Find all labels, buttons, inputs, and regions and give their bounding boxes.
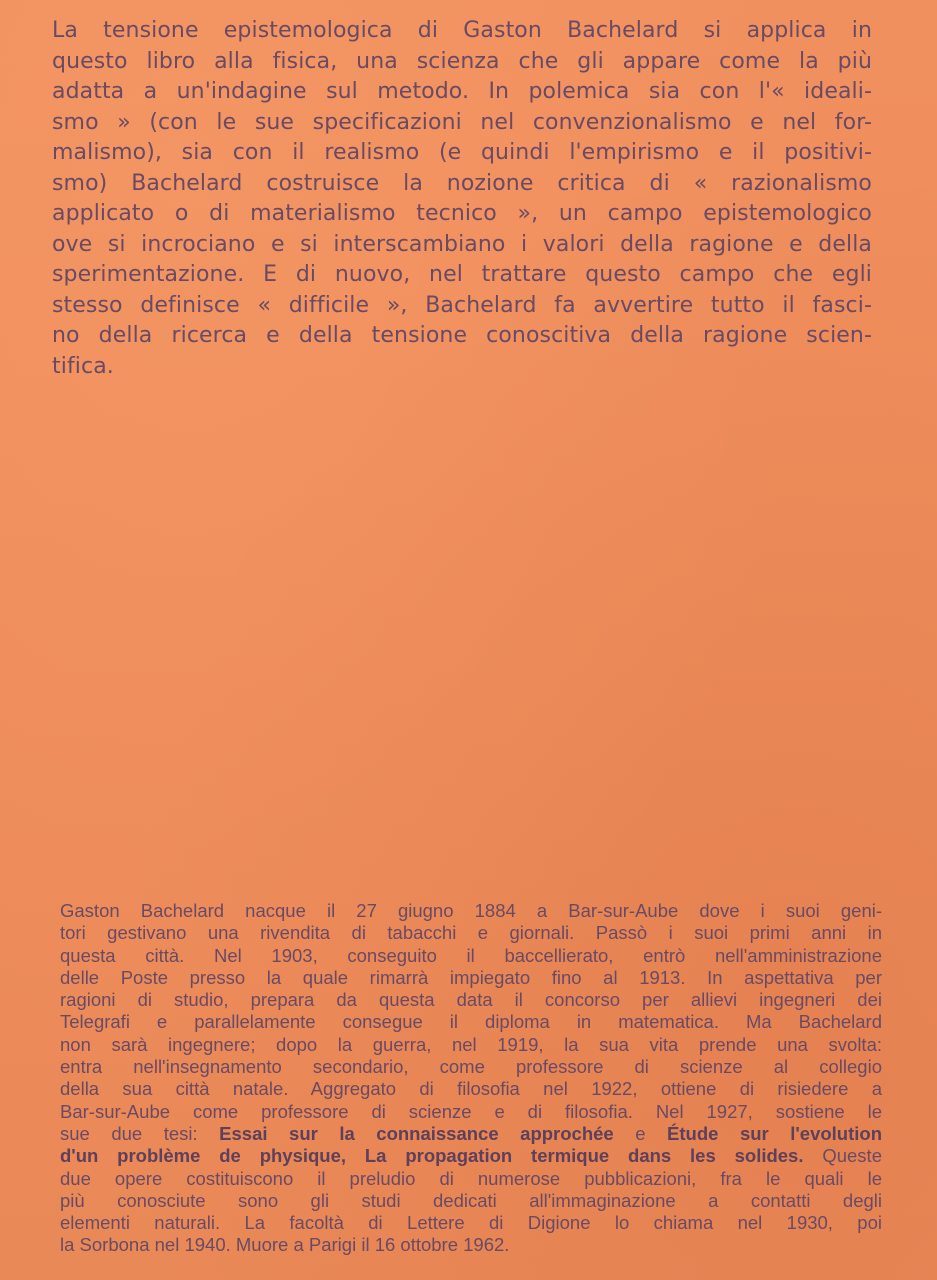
bio-line: Telegrafi e parallelamente consegue il diploma in matematica. Ma Bachelard	[60, 1011, 882, 1033]
blurb-line: ove si incrociano e si interscambiano i valori della ragione e della	[52, 231, 872, 257]
author-biography	[60, 900, 882, 1257]
blurb-line: stesso definisce « difficile », Bachelard fa avvertire tutto il fasci-	[52, 292, 872, 318]
blurb-line: smo » (con le sue specificazioni nel convenzionalismo e nel for-	[52, 109, 872, 135]
blurb-line: smo) Bachelard costruisce la nozione critica di « razionalismo	[52, 170, 872, 196]
book-blurb	[52, 16, 872, 382]
thesis-title-1: Essai sur la connaissance approchée	[219, 1122, 614, 1144]
bio-thesis-line	[60, 1123, 882, 1145]
thesis-title-2a: Étude sur l'evolution	[667, 1122, 883, 1144]
thesis-conjunction: e	[613, 1122, 668, 1144]
bio-line: Gaston Bachelard nacque il 27 giugno 1884 a Bar-sur-Aube dove i suoi geni-	[60, 900, 882, 921]
bio-line: delle Poste presso la quale rimarrà impiegato fino al 1913. In aspettativa per	[60, 966, 882, 988]
bio-line: entra nell'insegnamento secondario, come professore di scienze al collegio	[60, 1056, 882, 1078]
bio-line: ragioni di studio, prepara da questa data il concorso per allievi ingegneri dei	[60, 989, 882, 1011]
bio-line: più conosciute sono gli studi dedicati all'immaginazione a contatti degli	[60, 1189, 882, 1211]
blurb-line: no della ricerca e della tensione conoscitiva della ragione scien-	[52, 323, 872, 348]
bio-line: la Sorbona nel 1940. Muore a Parigi il 16 ottobre 1962.	[60, 1234, 510, 1256]
thesis-intro: sue due tesi:	[60, 1122, 220, 1144]
bio-line: questa città. Nel 1903, conseguito il baccellierato, entrò nell'amministrazione	[60, 944, 882, 966]
bio-line: due opere costituiscono il preludio di numerose pubblicazioni, fra le quali le	[60, 1167, 882, 1189]
bio-line: Bar-sur-Aube come professore di scienze e di filosofia. Nel 1927, sostiene le	[60, 1100, 882, 1122]
bio-line: tori gestivano una rivendita di tabacchi e giornali. Passò i suoi primi anni in	[60, 922, 882, 944]
thesis-after: Queste	[803, 1145, 882, 1167]
bio-line: della sua città natale. Aggregato di filosofia nel 1922, ottiene di risiedere a	[60, 1078, 882, 1100]
bio-thesis-line-2	[60, 1145, 882, 1167]
blurb-line: tifica.	[52, 353, 114, 379]
blurb-line: questo libro alla fisica, una scienza che gli appare come la più	[52, 48, 872, 74]
blurb-line: applicato o di materialismo tecnico », un campo epistemologico	[52, 201, 872, 226]
blurb-line: sperimentazione. E di nuovo, nel trattare questo campo che egli	[52, 262, 872, 287]
thesis-title-2b: d'un problème de physique, La propagation termique dans les solides.	[60, 1145, 804, 1167]
bio-line: non sarà ingegnere; dopo la guerra, nel 1919, la sua vita prende una svolta:	[60, 1033, 882, 1055]
bio-line: elementi naturali. La facoltà di Lettere di Digione lo chiama nel 1930, poi	[60, 1212, 882, 1234]
blurb-line: malismo), sia con il realismo (e quindi l'empirismo e il positivi-	[52, 140, 872, 165]
blurb-line: La tensione epistemologica di Gaston Bachelard si applica in	[52, 18, 872, 43]
blurb-line: adatta a un'indagine sul metodo. In polemica sia con l'« ideali-	[52, 79, 872, 104]
